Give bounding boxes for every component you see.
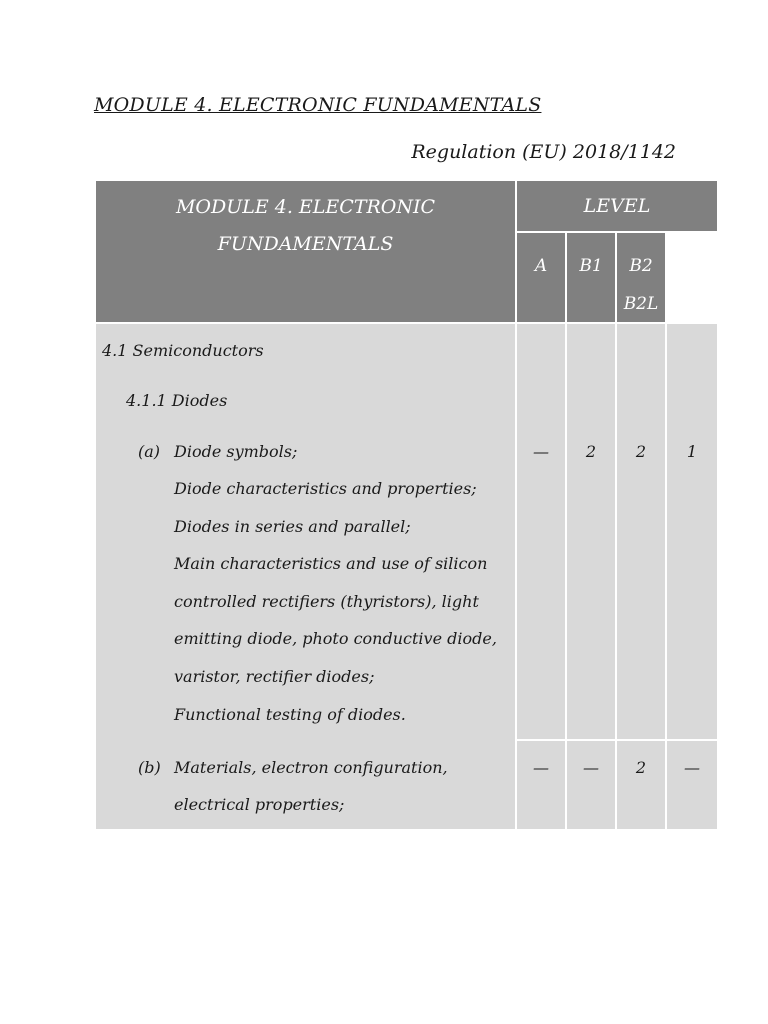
item-a-line: emitting diode, photo conductive diode, <box>174 629 497 648</box>
header-blank-cell <box>667 233 717 322</box>
body-col-b2l <box>667 324 717 829</box>
item-a-level-a: — <box>533 442 549 461</box>
document-title: MODULE 4. ELECTRONIC FUNDAMENTALS <box>94 94 542 116</box>
item-a-line: Functional testing of diodes. <box>174 705 406 724</box>
item-a-line: Diode characteristics and properties; <box>174 479 477 498</box>
header-module-line1: MODULE 4. ELECTRONIC <box>175 196 436 218</box>
header-module-line2: FUNDAMENTALS <box>217 233 394 255</box>
header-col-b2-line1: B2 <box>629 256 653 276</box>
item-a-label: (a) <box>138 442 161 461</box>
header-module-cell <box>96 181 515 322</box>
header-col-b2-line2: B2L <box>623 294 659 314</box>
item-b-label: (b) <box>138 758 161 777</box>
body-col-b1 <box>567 324 615 829</box>
item-b-level-b2l: — <box>684 758 700 777</box>
item-a-line: Diode symbols; <box>174 442 298 461</box>
body-col-a <box>517 324 565 829</box>
subsection-heading: 4.1.1 Diodes <box>126 391 228 410</box>
item-a-line: Diodes in series and parallel; <box>174 517 411 536</box>
header-col-b2 <box>617 233 665 322</box>
header-level-cell: LEVEL <box>517 181 717 231</box>
row-divider <box>517 739 717 741</box>
module-table <box>96 181 717 829</box>
item-b-line: Materials, electron configuration, <box>174 758 448 777</box>
item-b-level-b2: 2 <box>635 758 647 777</box>
regulation-reference: Regulation (EU) 2018/1142 <box>411 141 676 163</box>
item-b-level-a: — <box>533 758 549 777</box>
header-col-b1: B1 <box>567 233 615 322</box>
item-a-line: Main characteristics and use of silicon <box>174 554 488 573</box>
item-a-level-b2: 2 <box>635 442 647 461</box>
item-a-level-b1: 2 <box>585 442 597 461</box>
body-col-b2 <box>617 324 665 829</box>
header-col-a: A <box>517 233 565 322</box>
item-a-line: controlled rectifiers (thyristors), light <box>174 592 479 611</box>
item-b-level-b1: — <box>583 758 599 777</box>
section-heading: 4.1 Semiconductors <box>102 341 264 360</box>
item-b-line: electrical properties; <box>174 795 345 814</box>
item-a-line: varistor, rectifier diodes; <box>174 667 375 686</box>
item-a-level-b2l: 1 <box>686 442 698 461</box>
